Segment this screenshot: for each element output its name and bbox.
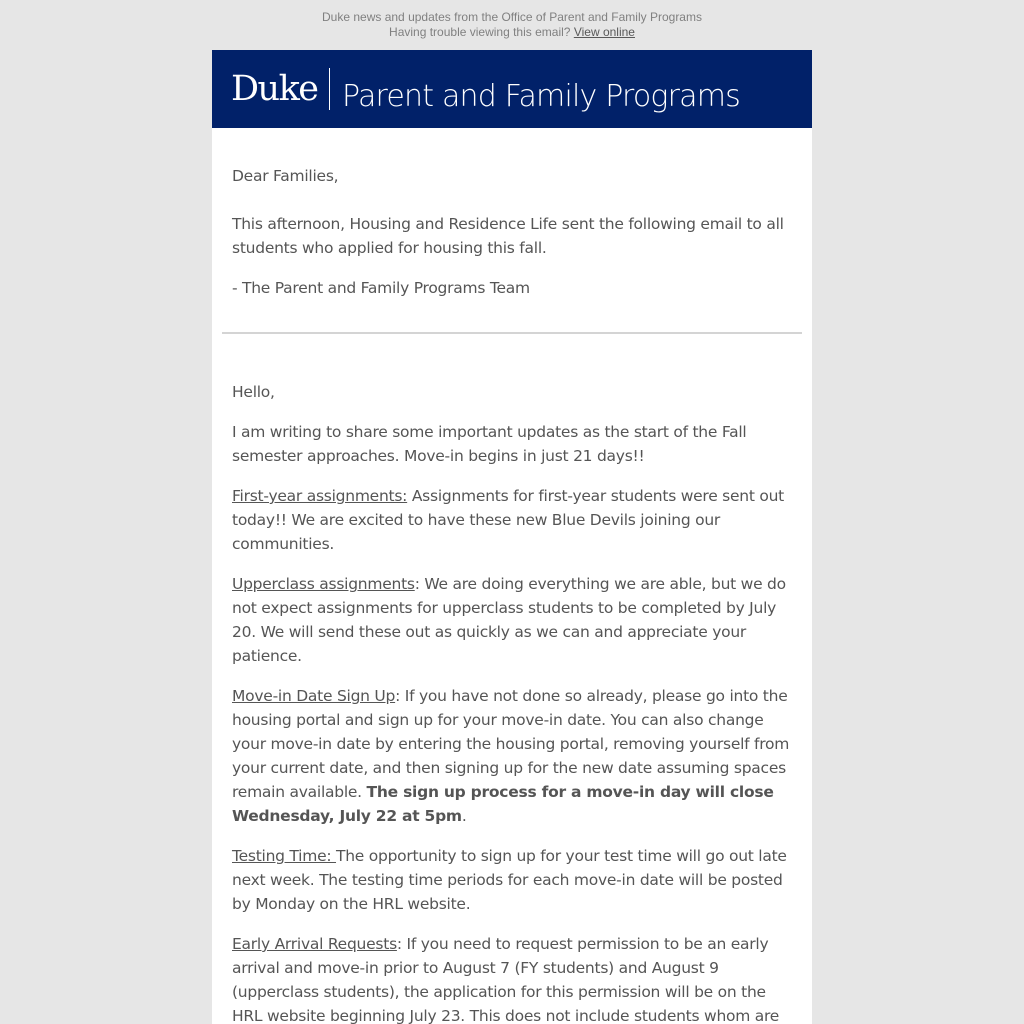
upperclass-assignments-label: Upperclass assignments <box>232 575 415 593</box>
first-year-assignments-label: First-year assignments: <box>232 487 408 505</box>
signup-deadline-text: The sign up process for a move-in day will close Wednesday, July 22 at 5pm <box>232 783 774 825</box>
email-preheader <box>0 10 1024 40</box>
logo-divider <box>329 68 330 110</box>
testing-time-paragraph <box>232 844 792 916</box>
signup-deadline-period: . <box>461 807 467 825</box>
first-year-assignments-paragraph <box>232 484 792 556</box>
duke-logo: Duke <box>231 69 318 109</box>
upperclass-assignments-paragraph <box>232 572 792 668</box>
intro-greeting: Dear Families, <box>232 167 339 185</box>
early-arrival-label: Early Arrival Requests <box>232 935 397 953</box>
letter-section <box>232 380 792 1024</box>
header-banner <box>212 50 812 128</box>
move-in-date-signup-label: Move-in Date Sign Up <box>232 687 396 705</box>
intro-body: This afternoon, Housing and Residence Life sent the following email to all students who applied for housing this fall. <box>232 215 784 257</box>
preheader-text: Duke news and updates from the Office of Parent and Family Programs <box>322 10 702 24</box>
move-in-date-signup-paragraph <box>232 684 792 828</box>
testing-time-text: The opportunity to sign up for your test time will go out late next week. The testing time periods for each move-in date will be posted by Monday on the HRL website. <box>232 847 787 913</box>
view-online-link[interactable]: View online <box>573 25 635 39</box>
letter-greeting: Hello, <box>232 383 275 401</box>
move-in-date-signup-text: : If you have not done so already, please go into the housing portal and sign up for your move-in date. You can also change your move-in date by entering the housing portal, removing yourself from your current date, and then signing up for the new date assuming spaces remain available. <box>232 687 790 801</box>
testing-time-label: Testing Time: <box>232 847 337 865</box>
letter-opening: I am writing to share some important updates as the start of the Fall semester approaches. Move-in begins in just 21 days!! <box>232 423 747 465</box>
upperclass-assignments-text: : We are doing everything we are able, but we do not expect assignments for upperclass students to be completed by July 20. We will send these out as quickly as we can and appreciate your patience. <box>232 575 786 665</box>
section-divider <box>222 332 802 334</box>
program-name: Parent and Family Programs <box>342 79 740 114</box>
intro-section <box>232 164 792 300</box>
preheader-trouble-text: Having trouble viewing this email? <box>389 25 571 39</box>
early-arrival-text: : If you need to request permission to be an early arrival and move-in prior to August 7 (FY students) and August 9 (upperclass students), the application for this permission will be on the HRL website beginning July 23. This does not include students whom are <box>232 935 780 1024</box>
first-year-assignments-text: Assignments for first-year students were sent out today!! We are excited to have these new Blue Devils joining our communities. <box>232 487 784 553</box>
early-arrival-paragraph <box>232 932 792 1024</box>
email-body <box>212 50 812 1024</box>
preheader-trouble-line <box>0 25 1024 40</box>
intro-signature: - The Parent and Family Programs Team <box>232 279 530 297</box>
